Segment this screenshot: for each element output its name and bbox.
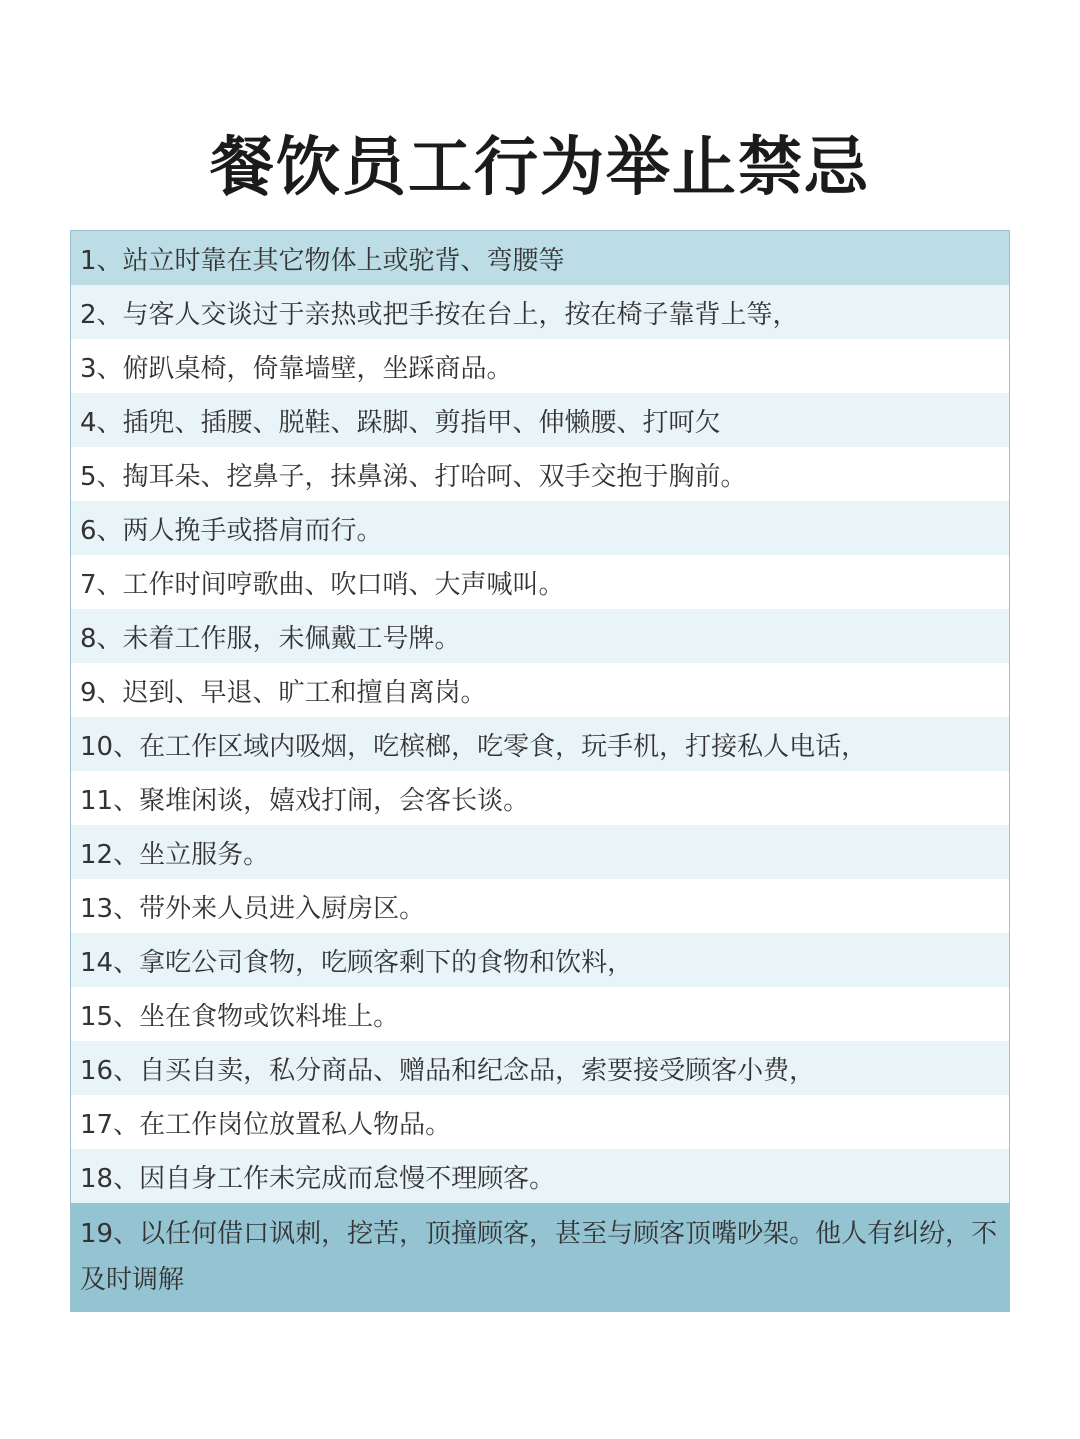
table-row: 10、在工作区域内吸烟，吃槟榔，吃零食，玩手机，打接私人电话， <box>71 717 1009 771</box>
table-row: 19、以任何借口讽刺，挖苦，顶撞顾客，甚至与顾客顶嘴吵架。他人有纠纷，不及时调解 <box>71 1203 1009 1311</box>
table-row: 12、坐立服务。 <box>71 825 1009 879</box>
table-row: 6、两人挽手或搭肩而行。 <box>71 501 1009 555</box>
table-row: 5、掏耳朵、挖鼻子，抹鼻涕、打哈呵、双手交抱于胸前。 <box>71 447 1009 501</box>
rules-table <box>70 230 1010 1312</box>
table-row: 7、工作时间哼歌曲、吹口哨、大声喊叫。 <box>71 555 1009 609</box>
table-row: 4、插兜、插腰、脱鞋、跺脚、剪指甲、伸懒腰、打呵欠 <box>71 393 1009 447</box>
table-row: 13、带外来人员进入厨房区。 <box>71 879 1009 933</box>
table-row: 17、在工作岗位放置私人物品。 <box>71 1095 1009 1149</box>
table-row: 18、因自身工作未完成而怠慢不理顾客。 <box>71 1149 1009 1203</box>
table-row: 1、站立时靠在其它物体上或驼背、弯腰等 <box>71 231 1009 285</box>
table-row: 11、聚堆闲谈，嬉戏打闹，会客长谈。 <box>71 771 1009 825</box>
table-row: 3、俯趴桌椅，倚靠墙壁，坐踩商品。 <box>71 339 1009 393</box>
table-row: 16、自买自卖，私分商品、赠品和纪念品，索要接受顾客小费， <box>71 1041 1009 1095</box>
table-row: 9、迟到、早退、旷工和擅自离岗。 <box>71 663 1009 717</box>
table-row: 15、坐在食物或饮料堆上。 <box>71 987 1009 1041</box>
page-title: 餐饮员工行为举止禁忌 <box>210 130 870 205</box>
table-row: 2、与客人交谈过于亲热或把手按在台上，按在椅子靠背上等， <box>71 285 1009 339</box>
table-row: 8、未着工作服，未佩戴工号牌。 <box>71 609 1009 663</box>
table-row: 14、拿吃公司食物，吃顾客剩下的食物和饮料， <box>71 933 1009 987</box>
